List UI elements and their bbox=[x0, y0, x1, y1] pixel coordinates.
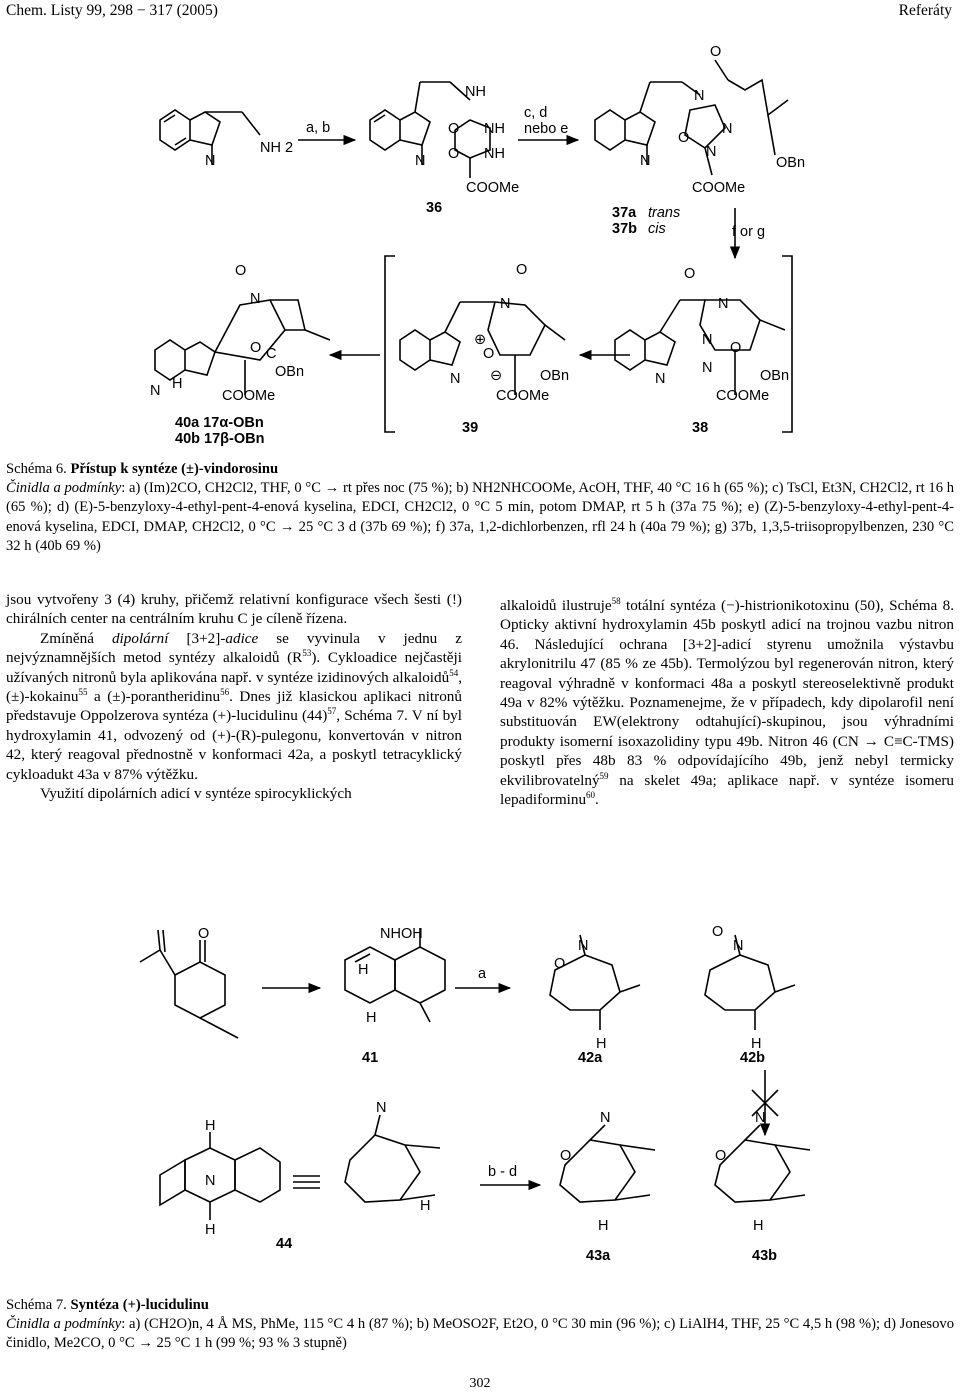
atom-N-39: N bbox=[450, 371, 461, 387]
atom-C-40: C bbox=[266, 346, 277, 362]
page-number: 302 bbox=[469, 1376, 491, 1391]
atom-O-43a: O bbox=[560, 1148, 572, 1164]
scheme-6-caption: Schéma 6. Přístup k syntéze (±)-vindorosinu Činidla a podmínky: a) (Im)2CO, CH2Cl2, THF, 0 °C → rt přes noc (75 %); b) NH2NHCOOMe, AcOH, THF, 40 °C 16 h (65 %); c) TsCl, Et3N, CH2Cl2, rt 16 h (65 %); d) (E)-5-benzyloxy-4-ethyl-pent-4-enová kyselina, EDCI, CH2Cl2, 0 °C 5 min, potom DMAP, rt 5 h (37a 75 %); e) (Z)-5-benzyloxy-4-ethyl-pent-4-enová kyselina, EDCI, DMAP, CH2Cl2, 0 °C → 25 °C 3 d (37b 69 %); f) 37a, 1,2-dichlorbenzen, rfl 24 h (40a 79 %); g) 37b, 1,3,5-triisopropylbenzen, 230 °C 32 h (40b 69 %) bbox=[6, 461, 955, 554]
atom-H-42a: H bbox=[596, 1036, 607, 1052]
scheme-7-caption: Schéma 7. Syntéza (+)-lucidulinu Činidla a podmínky: a) (CH2O)n, 4 Å MS, PhMe, 115 °C 4 h (87 %); b) MeOSO2F, Et2O, 0 °C 30 min (96 %); c) LiAlH4, THF, 25 °C 4,5 h (98 %); d) Jonesovo činidlo, Me2CO, 0 °C → 25 °C 1 h (99 %; 93 % 3 stupně) bbox=[6, 1297, 954, 1352]
atom-N-2: N bbox=[415, 153, 426, 169]
atom-H-42b: H bbox=[751, 1036, 762, 1052]
arrow-fg-label: f or g bbox=[732, 224, 766, 240]
atom-O-40b: O bbox=[250, 340, 262, 356]
equivalence-sign bbox=[293, 1176, 320, 1188]
atom-N-43b: N bbox=[755, 1110, 766, 1126]
atom-N-37: N bbox=[694, 88, 705, 104]
label-40b: 40b 17β-OBn bbox=[175, 431, 265, 447]
atom-OBn-39: OBn bbox=[540, 368, 570, 384]
right-column bbox=[500, 596, 954, 809]
atom-O-42a: O bbox=[554, 956, 566, 972]
atom-O-43b: O bbox=[715, 1148, 727, 1164]
compound-43a-structure bbox=[560, 1125, 655, 1202]
atom-O-38: O bbox=[684, 266, 696, 282]
atom-H-43b: H bbox=[753, 1218, 764, 1234]
atom-N-37b: N bbox=[722, 121, 733, 137]
scheme-6-drawing bbox=[0, 0, 960, 460]
arrow-ab-label: a, b bbox=[306, 120, 331, 136]
label-37b: 37b bbox=[612, 221, 637, 237]
minus-39: ⊖ bbox=[490, 368, 503, 384]
label-41: 41 bbox=[362, 1050, 379, 1066]
atom-NH-36b: NH bbox=[484, 121, 505, 137]
right-paragraph-1: alkaloidů ilustruje$^{58}$ totální syntéza (−)-histrionikotoxinu (50), Schéma 8. Opticky aktivní hydroxylamin 45b poskytl adicí na trojnou vazbu nitron 46. Následující ochrana [3+2]-adicí styrenu umožnila výstavbu akrylonitrilu 47 (85 % ze 45b). Termolýzou byl regenerován nitron, který reagoval výhradně v konformaci 48a a poskytl stereoselektivně produkt 49a v 82% výtěžku. Poznamenejme, že v případech, kdy dipolarofil není substituován EW(elektrony odtahující)-skupinou, jsou výhradními produkty isomerní isoxazolidiny typu 49b. Nitron 46 (CN → C≡C-TMS) poskytl přes 48b 83 % odpovídajícího 49b, jenž nebyl termicky ekvilibrovatelný$^{59}$ na skelet 49a; aplikace např. v syntéze isomeru lepadiforminu$^{60}$. bbox=[500, 595, 954, 809]
running-header-section: Referáty bbox=[898, 2, 952, 19]
atom-OBn-40: OBn bbox=[275, 364, 305, 380]
atom-H-44b: H bbox=[205, 1222, 216, 1238]
atom-N-38: N bbox=[655, 371, 666, 387]
label-43a: 43a bbox=[586, 1248, 611, 1264]
caption-7-conditions-prefix: Činidla a podmínky bbox=[6, 1316, 122, 1333]
atom-O-37a: O bbox=[710, 44, 722, 60]
atom-H-41a: H bbox=[358, 962, 369, 978]
atom-COOMe-40: COOMe bbox=[222, 388, 276, 404]
atom-COOMe-36: COOMe bbox=[466, 180, 520, 196]
label-43b: 43b bbox=[752, 1248, 777, 1264]
running-header-journal: Chem. Listy 99, 298 − 317 (2005) bbox=[6, 2, 218, 19]
atom-H-44-alt: H bbox=[420, 1198, 431, 1214]
plus-39: ⊕ bbox=[474, 332, 487, 348]
scheme-7-figure bbox=[0, 910, 960, 1270]
compound-42a-structure bbox=[550, 935, 640, 1030]
compound-43b-structure bbox=[715, 1125, 810, 1202]
atom-NHOH-41: NHOH bbox=[380, 926, 423, 942]
atom-N-44: N bbox=[205, 1173, 216, 1189]
caption-6-conditions: a) (Im)2CO, CH2Cl2, THF, 0 °C → rt přes noc (75 %); b) NH2NHCOOMe, AcOH, THF, 40 °C 16 h (65 %); c) TsCl, Et3N, CH2Cl2, rt 16 h (65 %); d) (E)-5-benzyloxy-4-ethyl-pent-4-enová kyselina, EDCI, CH2Cl2, 0 °C 5 min, potom DMAP, rt 5 h (37a 75 %); e) (Z)-5-benzyloxy-4-ethyl-pent-4-enová kyselina, EDCI, DMAP, CH2Cl2, 0 °C → 25 °C 3 d (37b 69 %); f) 37a, 1,2-dichlorbenzen, rfl 24 h (40a 79 %); g) 37b, 1,3,5-triisopropylbenzen, 230 °C 32 h (40b 69 %) bbox=[6, 480, 955, 554]
atom-H-40: H bbox=[172, 376, 183, 392]
atom-N-40: N bbox=[150, 383, 161, 399]
atom-N-42a: N bbox=[578, 938, 589, 954]
label-37a-cfg: trans bbox=[648, 205, 681, 221]
scheme-6-figure bbox=[0, 0, 960, 460]
atom-NH-36a: NH bbox=[465, 84, 486, 100]
label-40a: 40a 17α-OBn bbox=[175, 415, 264, 431]
left-paragraph-3: Využití dipolárních adicí v syntéze spirocyklických bbox=[40, 785, 352, 803]
atom-N-38b: N bbox=[718, 296, 729, 312]
atom-O-40: O bbox=[235, 263, 247, 279]
arrow-bd-label: b - d bbox=[488, 1164, 518, 1180]
caption-6-label: Schéma 6. bbox=[6, 461, 67, 477]
atom-O-42b: O bbox=[712, 924, 724, 940]
pulegone-structure bbox=[140, 930, 238, 1038]
atom-H-43a: H bbox=[598, 1218, 609, 1234]
compound-44-structure bbox=[160, 1132, 280, 1220]
atom-OBn-38: OBn bbox=[760, 368, 790, 384]
label-44: 44 bbox=[276, 1236, 293, 1252]
atom-N-44-alt: N bbox=[376, 1100, 387, 1116]
atom-N-38d: N bbox=[702, 360, 713, 376]
atom-O-36a: O bbox=[448, 121, 460, 137]
atom-COOMe-39: COOMe bbox=[496, 388, 550, 404]
arrow-cd-label-1: c, d bbox=[524, 105, 548, 121]
atom-H-41b: H bbox=[366, 1010, 377, 1026]
atom-COOMe-37: COOMe bbox=[692, 180, 746, 196]
atom-N-3: N bbox=[640, 153, 651, 169]
scheme-7-drawing bbox=[0, 910, 960, 1270]
left-paragraph-1: jsou vytvořeny 3 (4) kruhy, přičemž relativní konfigurace všech šesti (!) chirálních center na centrálním kruhu C je cíleně řízena. bbox=[6, 591, 462, 628]
compound-44-alt-structure bbox=[345, 1115, 440, 1202]
compound-42b-structure bbox=[705, 935, 795, 1030]
caption-7-label: Schéma 7. bbox=[6, 1297, 67, 1313]
atom-O-38b: O bbox=[730, 340, 742, 356]
arrow-cd-label-2: nebo e bbox=[524, 121, 569, 137]
atom-N-40b: N bbox=[250, 291, 261, 307]
label-42b: 42b bbox=[740, 1050, 765, 1066]
left-column bbox=[6, 590, 462, 803]
atom-N-38c: N bbox=[702, 332, 713, 348]
atom-H-44a: H bbox=[205, 1118, 216, 1134]
atom-O-37b: O bbox=[678, 130, 690, 146]
atom-N-39b: N bbox=[500, 296, 511, 312]
label-38: 38 bbox=[692, 420, 709, 436]
compound-37-structure bbox=[595, 60, 788, 175]
label-42a: 42a bbox=[578, 1050, 603, 1066]
label-37b-cfg: cis bbox=[648, 221, 666, 237]
atom-COOMe-38: COOMe bbox=[716, 388, 770, 404]
label-39: 39 bbox=[462, 420, 479, 436]
atom-N-37c: N bbox=[706, 144, 717, 160]
atom-O-36b: O bbox=[448, 146, 460, 162]
left-paragraph-2: Zmíněná dipolární [3+2]-adice se vyvinula v jednu z nejvýznamnějších metod syntézy alkaloidů $(R^{53})$. Cykloadice nejčastěji užívaných nitronů byla aplikována např. v syntéze izidinových alkaloidů$^{54}$, (±)-kokainu$^{55}$ a (±)-porantheridinu$^{56}$. Dnes již klasickou aplikaci nitronů představuje Oppolzerova syntéza (+)-lucidulinu $(44)^{57}$, Schéma 7. V ní byl hydroxylamin 41, odvozený od (+)-(R)-pulegonu, konvertován v nitron 42, který reagoval přednostně v konformaci 42a, a poskytl tetracyklický cykloadukt 43a v 87% výtěžku. bbox=[6, 629, 462, 783]
label-NH2: NH 2 bbox=[260, 140, 294, 156]
atom-N-1: N bbox=[205, 153, 216, 169]
caption-6-title: Přístup k syntéze (±)-vindorosinu bbox=[70, 461, 279, 477]
caption-6-conditions-prefix: Činidla a podmínky bbox=[6, 480, 122, 497]
atom-N-43a: N bbox=[600, 1110, 611, 1126]
atom-O-39: O bbox=[516, 262, 528, 278]
atom-O-pulegone: O bbox=[198, 926, 210, 942]
atom-NH-36c: NH bbox=[484, 146, 505, 162]
atom-OBn-37: OBn bbox=[776, 155, 806, 171]
label-37a: 37a bbox=[612, 205, 637, 221]
atom-O-39b: O bbox=[483, 346, 495, 362]
caption-7-title: Syntéza (+)-lucidulinu bbox=[70, 1297, 209, 1313]
caption-7-conditions: a) (CH2O)n, 4 Å MS, PhMe, 115 °C 4 h (87 %); b) MeOSO2F, Et2O, 0 °C 30 min (96 %); c) LiAlH4, THF, 25 °C 4,5 h (98 %); d) Jonesovo činidlo, Me2CO, 0 °C → 25 °C 1 h (99 %; 93 % 3 stupně) bbox=[6, 1316, 954, 1352]
label-36: 36 bbox=[426, 200, 443, 216]
arrow-a-label: a bbox=[478, 966, 487, 982]
atom-N-42b: N bbox=[733, 938, 744, 954]
